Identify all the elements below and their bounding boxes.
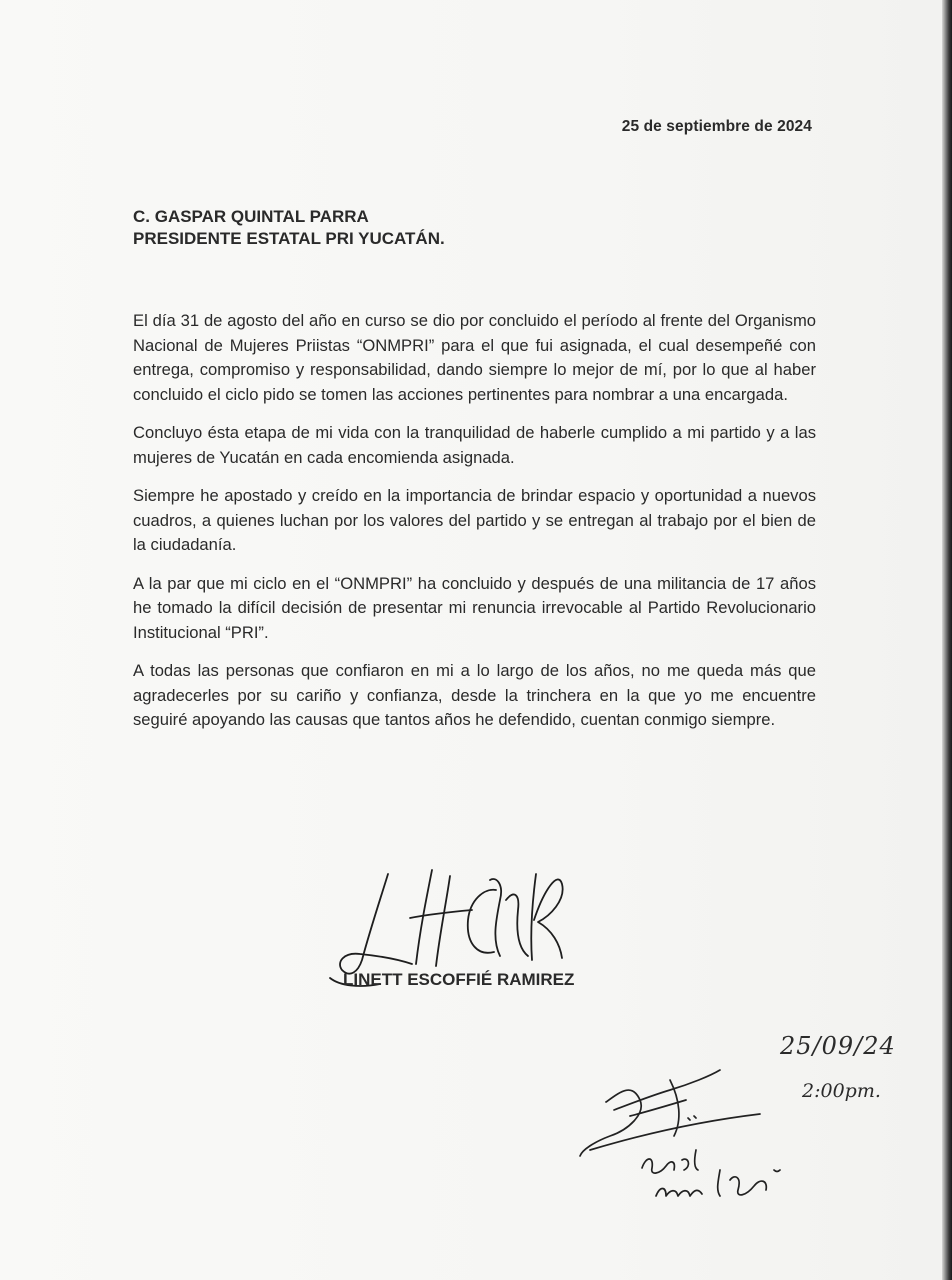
paragraph: A todas las personas que confiaron en mi a lo largo de los años, no me queda más que agradecerles por su cariño y confianza, desde la trinchera en la que yo me encuentre seguiré apoyando las causas que tantos años he defendido, cuentan conmigo siempre. — [133, 661, 816, 729]
signer-name: LINETT ESCOFFIÉ RAMIREZ — [343, 970, 575, 989]
paragraph: El día 31 de agosto del año en curso se dio por concluido el período al frente del Organismo Nacional de Mujeres Priistas “ONMPRI” para el que fui asignada, el cual desempeñé con entrega, compromiso y responsabilidad, dando siempre lo mejor de mí, por lo que al haber concluido el ciclo pido se tomen las acciones pertinentes para nombrar a una encargada. — [133, 311, 816, 404]
recipient-name: C. GASPAR QUINTAL PARRA — [133, 207, 369, 226]
letter-body — [133, 309, 816, 747]
recipient-title: PRESIDENTE ESTATAL PRI YUCATÁN. — [133, 229, 445, 248]
paragraph: Siempre he apostado y creído en la importancia de brindar espacio y oportunidad a nuevos cuadros, a quienes luchan por los valores del partido y se entregan al trabajo por el bien de la ciudadanía. — [133, 486, 816, 554]
recipient-block — [133, 206, 445, 250]
paragraph: A la par que mi ciclo en el “ONMPRI” ha concluido y después de una militancia de 17 años he tomado la difícil decisión de presentar mi renuncia irrevocable al Partido Revolucionario Institucional “PRI”. — [133, 573, 816, 642]
scan-edge — [942, 0, 952, 1280]
handwritten-date: 25/09/24 — [780, 1032, 896, 1060]
receipt-stamp — [570, 1020, 910, 1220]
letter-date: 25 de septiembre de 2024 — [621, 118, 812, 135]
handwritten-time: 2:00pm. — [802, 1080, 881, 1102]
paragraph: Concluyo ésta etapa de mi vida con la tranquilidad de haberle cumplido a mi partido y a las mujeres de Yucatán en cada encomienda asignada. — [133, 423, 816, 467]
handwritten-receipt-signature-icon — [570, 1020, 910, 1220]
